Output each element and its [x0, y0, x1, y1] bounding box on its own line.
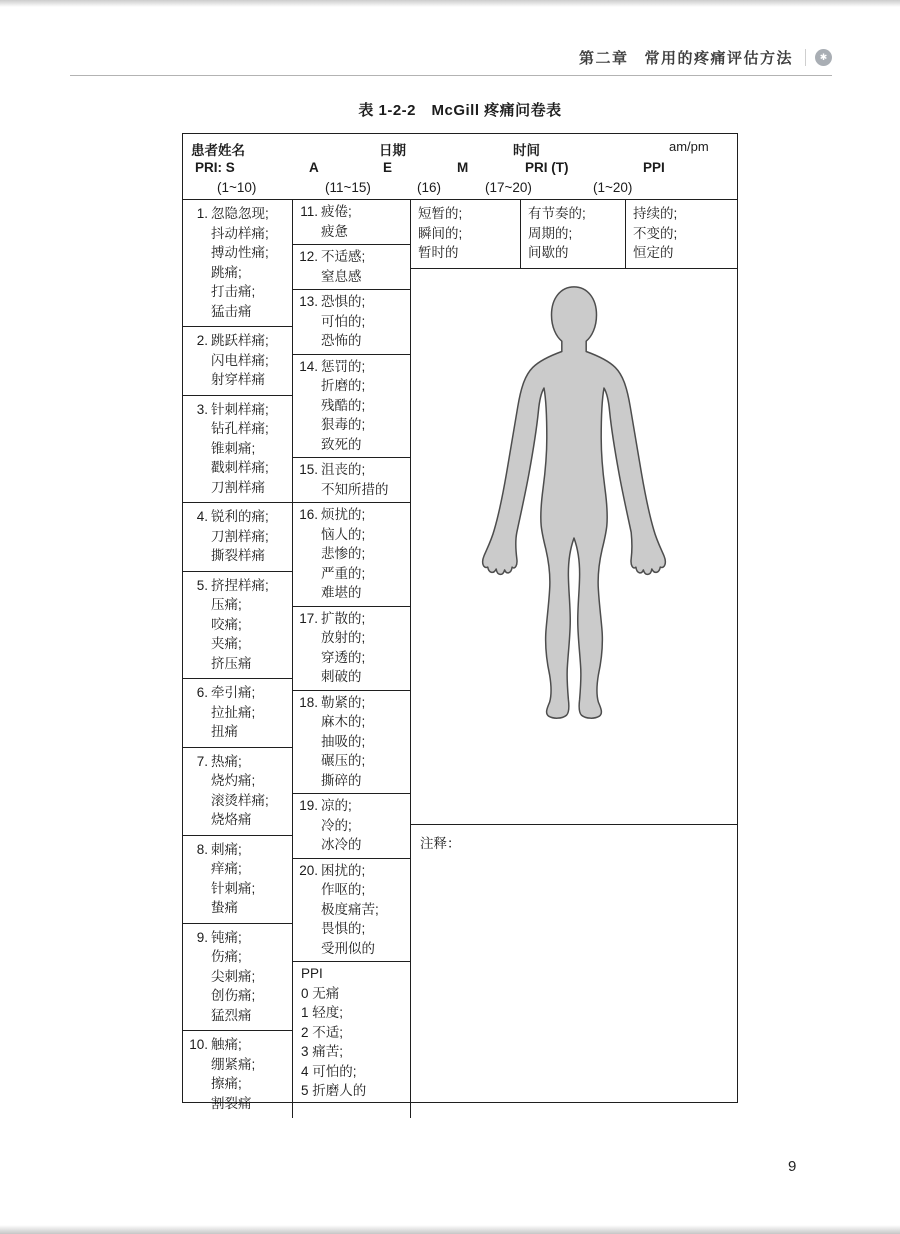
pain-descriptor: 擦痛; [211, 1076, 242, 1091]
pain-descriptor: 拉扯痛; [211, 704, 256, 720]
range-s-label: (1~10) [217, 180, 257, 195]
ppi-option: 4 可怕的; [301, 1063, 357, 1079]
descriptor-number: 15. [299, 462, 318, 477]
pri-a-label: A [309, 160, 319, 175]
pain-descriptor: 触痛; [211, 1037, 242, 1052]
descriptor-number [186, 810, 208, 830]
pain-descriptor: 畏惧的; [321, 921, 366, 936]
pain-descriptor: 困扰的; [321, 862, 366, 878]
descriptor-number [186, 302, 208, 322]
descriptor-number: 13. [299, 294, 318, 309]
chapter-number: 第二章 [578, 50, 629, 67]
pain-descriptor: 窒息感 [321, 268, 362, 284]
descriptor-number [296, 480, 318, 500]
pain-descriptor: 受刑似的 [321, 940, 375, 956]
pain-descriptor: 恐怖的 [321, 333, 362, 348]
range-m-label: (17~20) [485, 180, 532, 195]
time-label: 时间 [513, 143, 540, 158]
page-number: 9 [788, 1158, 797, 1175]
descriptor-number [186, 986, 208, 1006]
descriptor-number [186, 634, 208, 654]
descriptor-number [186, 1006, 208, 1026]
descriptor-group-12 [293, 245, 410, 290]
descriptor-number [186, 879, 208, 899]
pain-descriptor: 撕裂样痛 [211, 548, 265, 563]
descriptor-number: 14. [299, 358, 318, 374]
descriptor-number [296, 564, 318, 584]
pain-descriptor: 压痛; [211, 597, 242, 612]
pain-descriptor: 牵引痛; [211, 685, 256, 700]
pain-descriptor: 创伤痛; [211, 988, 256, 1003]
pri-e-label: E [383, 160, 393, 175]
temporal-descriptor: 间歇的 [528, 245, 569, 260]
descriptor-number [186, 595, 208, 615]
descriptor-number [296, 628, 318, 648]
pain-descriptor: 作呕的; [321, 882, 366, 897]
descriptor-group-16 [293, 503, 410, 607]
descriptor-number: 1. [196, 206, 208, 221]
descriptor-number: 10. [189, 1037, 208, 1052]
descriptor-number [296, 751, 318, 771]
mcgill-questionnaire-table [182, 133, 738, 1111]
pain-descriptor: 恼人的; [321, 526, 366, 542]
descriptor-number [186, 898, 208, 918]
pain-descriptor: 冷的; [321, 817, 352, 833]
descriptor-number [296, 835, 318, 855]
pain-descriptor: 忽隐忽现; [211, 206, 269, 221]
descriptor-number [296, 880, 318, 900]
pain-descriptor: 烧烙痛 [211, 812, 252, 827]
pain-descriptor: 尖刺痛; [211, 968, 256, 984]
descriptor-number [296, 583, 318, 603]
descriptor-number [296, 415, 318, 435]
pain-descriptor: 穿透的; [321, 649, 366, 665]
descriptor-number [296, 435, 318, 455]
pain-descriptor: 沮丧的; [321, 462, 366, 477]
temporal-group-1 [411, 200, 521, 268]
descriptor-group-13 [293, 290, 410, 355]
chapter-title: 常用的疼痛评估方法 [644, 50, 793, 67]
ppi-scale-cell [293, 962, 410, 1104]
pain-descriptor: 咬痛; [211, 616, 242, 632]
descriptor-number [186, 947, 208, 967]
descriptor-number [186, 771, 208, 791]
descriptor-number [296, 919, 318, 939]
pain-descriptor: 烦扰的; [321, 507, 366, 522]
pain-descriptor: 闪电样痛; [211, 352, 269, 368]
descriptor-number [186, 967, 208, 987]
descriptor-number: 12. [299, 249, 318, 264]
pain-descriptor: 刀割样痛 [211, 479, 265, 495]
pain-descriptor: 刺破的 [321, 669, 362, 684]
pain-descriptor: 冰冷的 [321, 837, 362, 852]
pain-descriptor: 恐惧的; [321, 294, 366, 309]
temporal-descriptor-row [411, 200, 737, 269]
descriptor-number [296, 712, 318, 732]
descriptor-number [296, 312, 318, 332]
sensory-descriptor-column [183, 200, 293, 1118]
descriptor-number [186, 1094, 208, 1114]
descriptor-number: 18. [299, 694, 318, 710]
pain-descriptor: 伤痛; [211, 949, 242, 964]
pain-descriptor: 撕碎的 [321, 772, 362, 788]
pain-descriptor: 戳刺样痛; [211, 460, 269, 475]
descriptor-number [186, 654, 208, 674]
range-a-label: (11~15) [325, 180, 371, 195]
pain-descriptor: 绷紧痛; [211, 1056, 256, 1072]
descriptor-group-8 [183, 836, 292, 924]
descriptor-group-2 [183, 327, 292, 396]
descriptor-number: 5. [196, 577, 208, 593]
temporal-group-2 [521, 200, 626, 268]
pain-descriptor: 极度痛苦; [321, 901, 379, 917]
pain-descriptor: 残酷的; [321, 397, 366, 413]
pain-descriptor: 刺痛; [211, 841, 242, 857]
descriptor-number: 9. [196, 929, 208, 945]
descriptor-group-5 [183, 572, 292, 680]
descriptor-number: 7. [196, 753, 208, 769]
chapter-badge-icon: ✱ [815, 49, 832, 66]
human-body-figure [462, 283, 687, 780]
temporal-descriptor: 短暂的; [418, 206, 463, 221]
descriptor-number [296, 771, 318, 791]
ampm-label: am/pm [669, 139, 709, 154]
temporal-descriptor: 恒定的 [633, 245, 674, 260]
descriptor-number [186, 439, 208, 459]
descriptor-number [186, 527, 208, 547]
pain-descriptor: 抽吸的; [321, 733, 366, 749]
pain-descriptor: 滚烫样痛; [211, 792, 269, 808]
descriptor-group-11 [293, 200, 410, 245]
descriptor-number [186, 703, 208, 723]
temporal-descriptor: 有节奏的; [528, 206, 586, 221]
pain-descriptor: 打击痛; [211, 284, 256, 299]
range-e-label: (16) [417, 180, 442, 195]
pain-descriptor: 钝痛; [211, 929, 242, 945]
pain-descriptor: 严重的; [321, 565, 366, 581]
descriptor-number [186, 615, 208, 635]
descriptor-group-1 [183, 200, 292, 327]
ppi-col-label: PPI [643, 160, 665, 175]
descriptor-number [296, 667, 318, 687]
descriptor-number [296, 939, 318, 959]
descriptor-group-9 [183, 924, 292, 1032]
descriptor-number [296, 816, 318, 836]
pain-descriptor: 刀割样痛; [211, 528, 269, 544]
temporal-descriptor: 持续的; [633, 206, 678, 221]
descriptor-number [296, 396, 318, 416]
pain-descriptor: 蛰痛 [211, 900, 238, 915]
table-body [183, 200, 737, 1118]
notes-area [411, 824, 737, 1118]
pri-t-label: PRI (T) [525, 160, 569, 175]
descriptor-number: 17. [299, 610, 318, 626]
table-head [183, 134, 737, 200]
ppi-option: 2 不适; [301, 1024, 344, 1040]
descriptor-number: 20. [299, 862, 318, 878]
descriptor-group-7 [183, 748, 292, 836]
pain-descriptor: 勒紧的; [321, 694, 366, 710]
descriptor-number [186, 546, 208, 566]
pain-descriptor: 猛击痛 [211, 303, 252, 319]
descriptor-group-19 [293, 794, 410, 859]
descriptor-number [186, 791, 208, 811]
pain-descriptor: 热痛; [211, 753, 242, 769]
ppi-option: 3 痛苦; [301, 1044, 344, 1059]
pain-descriptor: 搏动性痛; [211, 245, 269, 260]
descriptor-group-10 [183, 1031, 292, 1118]
pain-descriptor: 割裂痛 [211, 1095, 252, 1111]
pain-descriptor: 惩罚的; [321, 358, 366, 374]
notes-label: 注释： [420, 836, 461, 851]
descriptor-number [186, 458, 208, 478]
ppi-option: 0 无痛 [301, 985, 340, 1001]
descriptor-number: 4. [196, 509, 208, 524]
pain-descriptor: 凉的; [321, 798, 352, 813]
pain-descriptor: 针刺痛; [211, 880, 256, 896]
descriptor-group-6 [183, 679, 292, 748]
pri-m-label: M [457, 160, 469, 175]
descriptor-group-20 [293, 859, 410, 963]
descriptor-number [186, 282, 208, 302]
descriptor-number [296, 900, 318, 920]
pain-descriptor: 猛烈痛 [211, 1007, 252, 1023]
descriptor-number: 3. [196, 401, 208, 417]
pain-descriptor: 跳跃样痛; [211, 333, 269, 348]
descriptor-group-18 [293, 691, 410, 795]
descriptor-number [186, 722, 208, 742]
pain-descriptor: 不适感; [321, 249, 366, 264]
ppi-scale-label: PPI [301, 966, 323, 981]
temporal-descriptor: 不变的; [633, 225, 678, 241]
pain-descriptor: 悲惨的; [321, 546, 366, 561]
descriptor-group-3 [183, 396, 292, 504]
descriptor-number [296, 376, 318, 396]
descriptor-group-17 [293, 607, 410, 691]
pain-descriptor: 不知所措的 [321, 481, 389, 497]
descriptor-number: 11. [300, 204, 318, 219]
pain-descriptor: 扩散的; [321, 610, 366, 626]
descriptor-number: 6. [196, 685, 208, 700]
pain-descriptor: 夹痛; [211, 636, 242, 651]
descriptor-number [296, 525, 318, 545]
descriptor-number: 16. [299, 507, 318, 522]
descriptor-number [296, 267, 318, 287]
descriptor-number [186, 859, 208, 879]
page-header [70, 40, 832, 76]
descriptor-number: 19. [299, 798, 318, 813]
descriptor-number: 8. [196, 841, 208, 857]
descriptor-number [186, 224, 208, 244]
pain-descriptor: 致死的 [321, 436, 362, 452]
pain-descriptor: 疲倦; [321, 204, 352, 219]
descriptor-number [186, 1074, 208, 1094]
page-edge-top [0, 0, 900, 7]
pain-descriptor: 扭痛 [211, 724, 238, 739]
temporal-descriptor: 暂时的 [418, 245, 459, 260]
body-figure-area [411, 269, 737, 824]
pain-descriptor: 针刺样痛; [211, 401, 269, 417]
pain-descriptor: 折磨的; [321, 378, 366, 393]
temporal-descriptor: 瞬间的; [418, 225, 463, 241]
pain-descriptor: 疲惫 [321, 223, 348, 239]
temporal-descriptor: 周期的; [528, 225, 573, 241]
descriptor-number [186, 1055, 208, 1075]
table-title: 表 1-2-2 McGill 疼痛问卷表 [358, 102, 562, 119]
descriptor-number [186, 370, 208, 390]
descriptor-number: 2. [196, 333, 208, 348]
ppi-option: 5 折磨人的 [301, 1083, 367, 1098]
pain-descriptor: 难堪的 [321, 585, 362, 600]
pain-descriptor: 抖动样痛; [211, 225, 269, 241]
pain-descriptor: 跳痛; [211, 264, 242, 280]
pain-descriptor: 挤压痛 [211, 655, 252, 671]
descriptor-number [296, 222, 318, 242]
pain-descriptor: 射穿样痛 [211, 372, 265, 387]
pain-descriptor: 烧灼痛; [211, 773, 256, 788]
descriptor-group-14 [293, 355, 410, 459]
descriptor-number [296, 732, 318, 752]
descriptor-number [186, 478, 208, 498]
pain-descriptor: 锥刺痛; [211, 440, 256, 456]
descriptor-number [186, 419, 208, 439]
right-column [411, 200, 737, 1118]
pri-s-label: PRI: S [195, 160, 235, 175]
descriptor-number [186, 263, 208, 283]
pain-descriptor: 狠毒的; [321, 417, 366, 432]
descriptor-number [296, 331, 318, 351]
range-prit-label: (1~20) [593, 180, 633, 195]
descriptor-number [296, 544, 318, 564]
pain-descriptor: 钻孔样痛; [211, 421, 269, 436]
pain-descriptor: 麻木的; [321, 714, 366, 729]
descriptor-group-15 [293, 458, 410, 503]
descriptor-number [186, 351, 208, 371]
page-edge-bottom [0, 1225, 900, 1234]
pain-descriptor: 挤捏样痛; [211, 577, 269, 593]
header-divider [805, 49, 806, 66]
descriptor-number [186, 243, 208, 263]
descriptor-number [296, 648, 318, 668]
pain-descriptor: 碾压的; [321, 753, 366, 768]
pain-descriptor: 可怕的; [321, 313, 366, 329]
pain-descriptor: 放射的; [321, 630, 366, 645]
ppi-option: 1 轻度; [301, 1005, 344, 1020]
descriptor-group-4 [183, 503, 292, 572]
affective-descriptor-column [293, 200, 411, 1118]
temporal-group-3 [626, 200, 737, 268]
pain-descriptor: 锐利的痛; [211, 509, 269, 524]
pain-descriptor: 痒痛; [211, 861, 242, 876]
patient-name-label: 患者姓名 [191, 143, 245, 158]
date-label: 日期 [379, 143, 406, 158]
